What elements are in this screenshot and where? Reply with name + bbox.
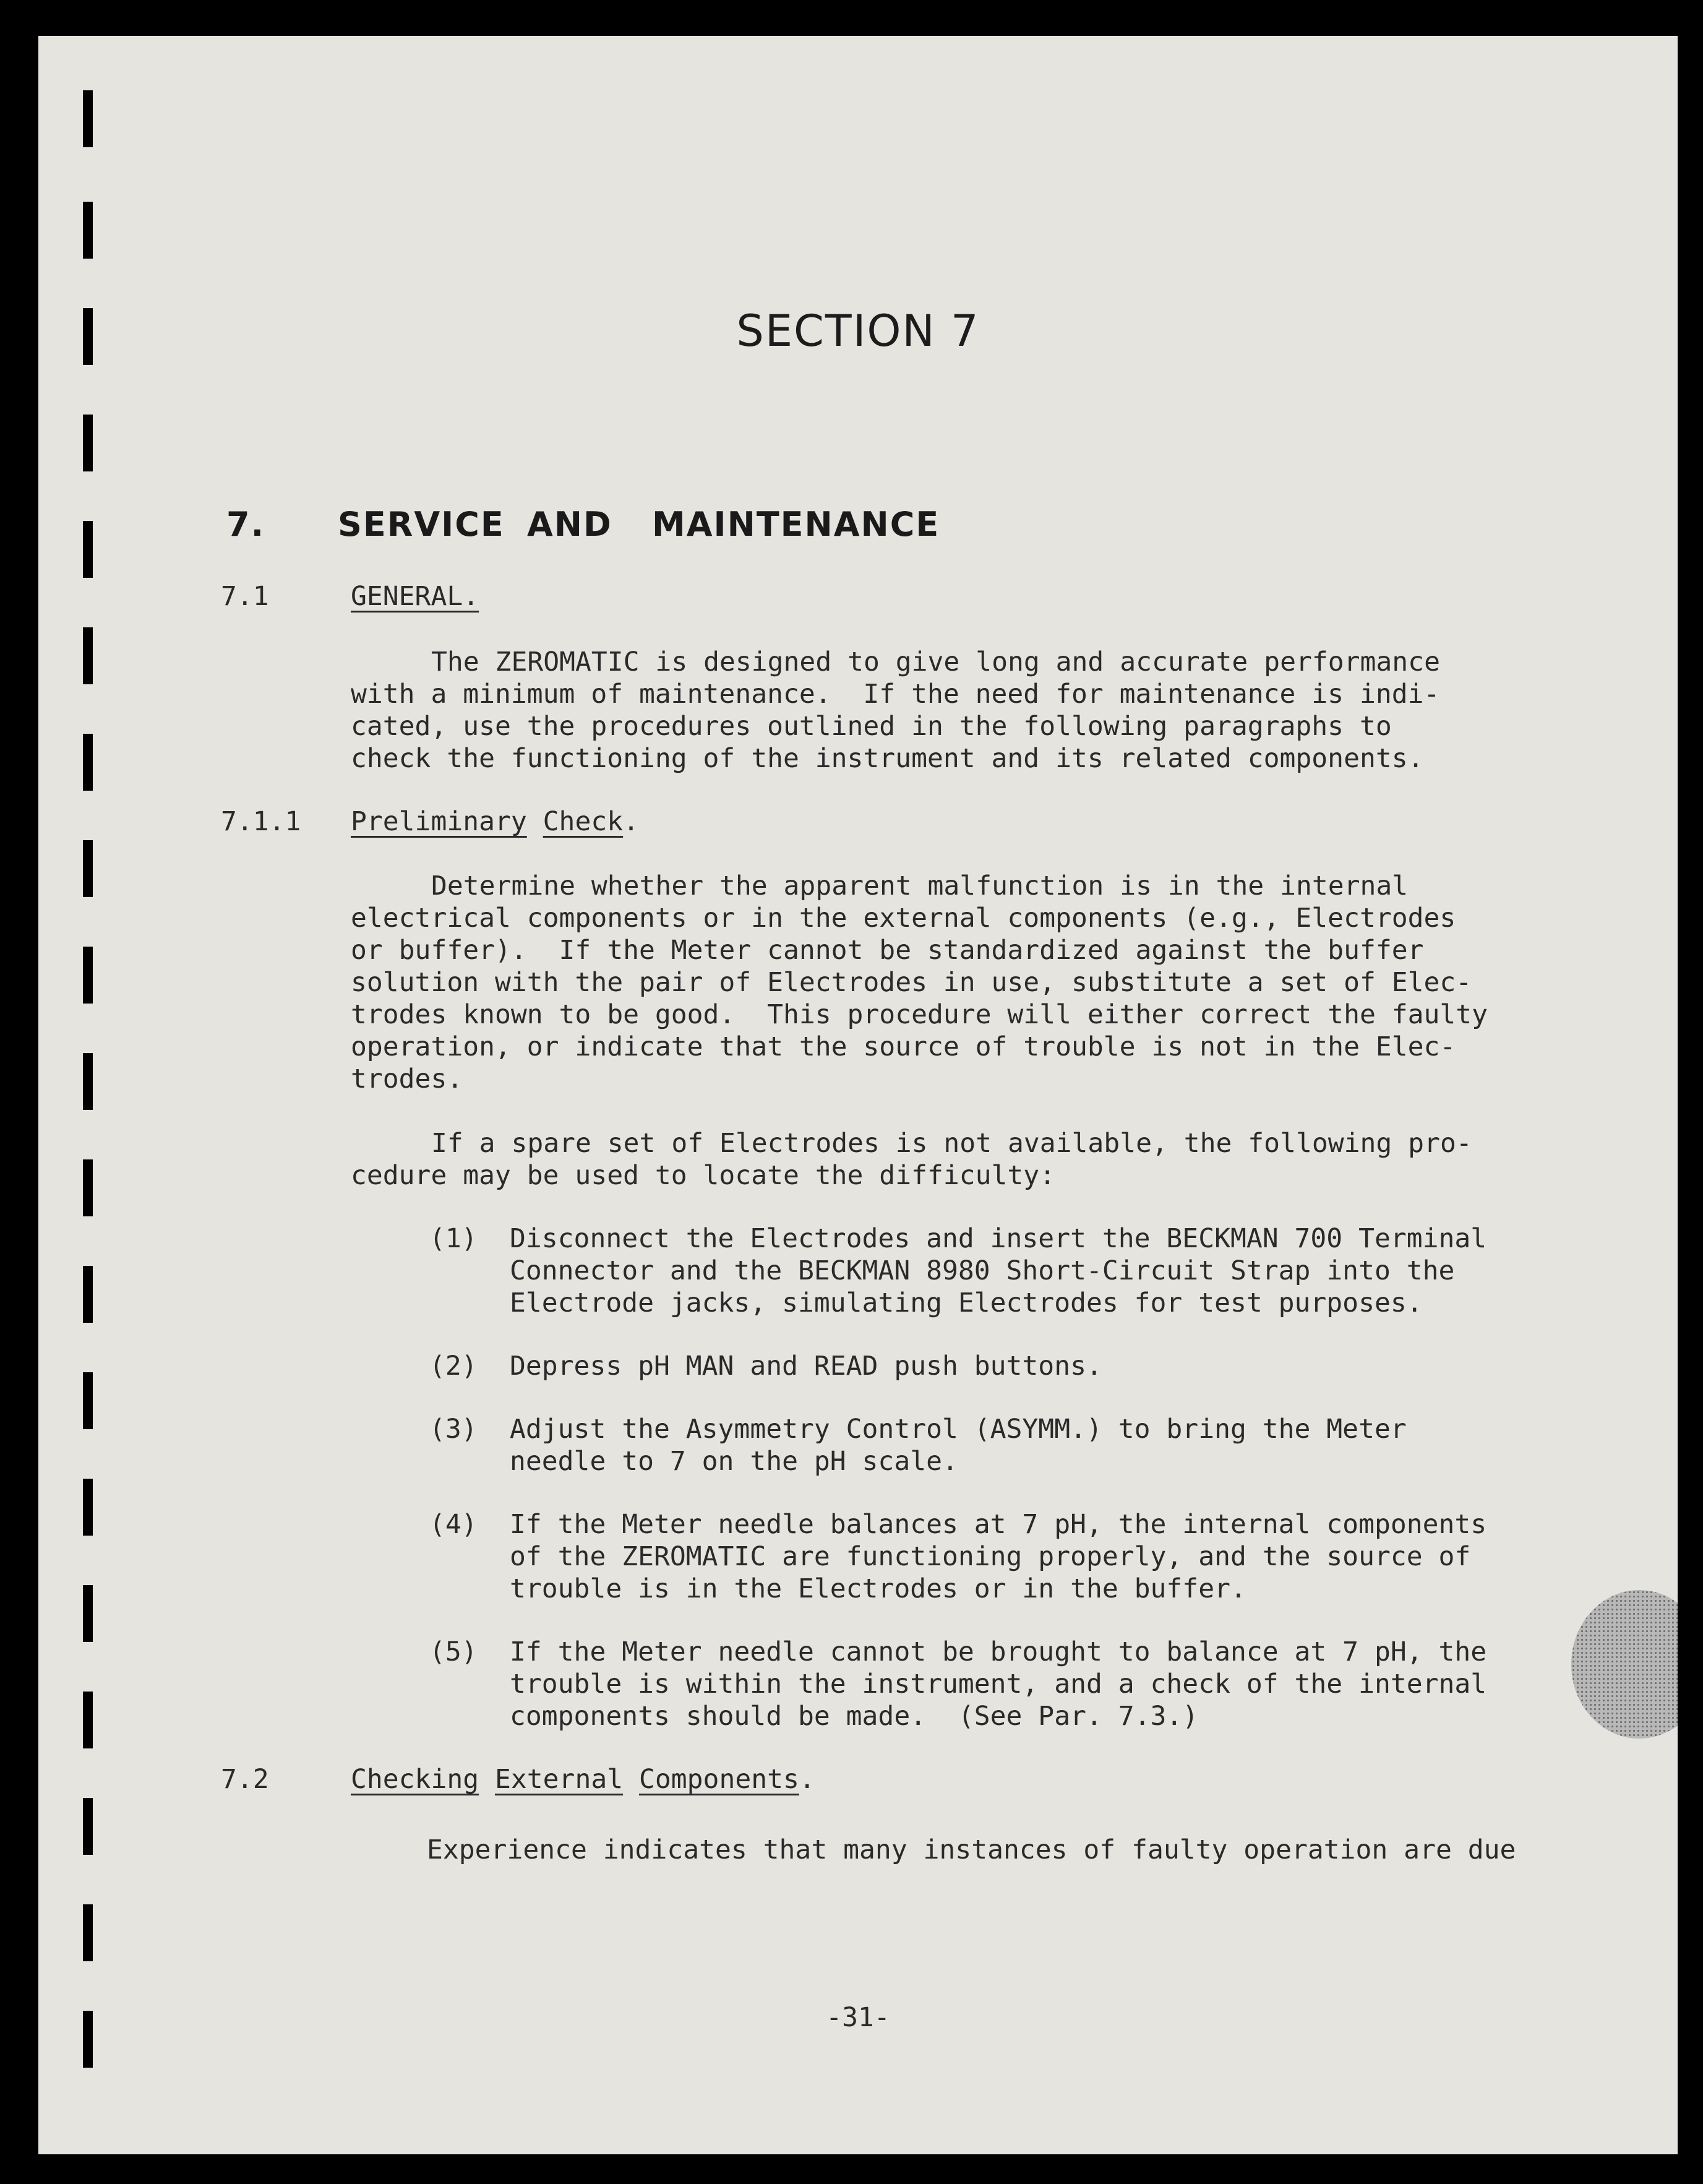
step-line: of the ZEROMATIC are functioning properly, and the source of — [510, 1541, 1471, 1572]
step-line: Connector and the BECKMAN 8980 Short-Circuit Strap into the — [510, 1255, 1455, 1286]
step-line: trouble is in the Electrodes or in the buffer. — [510, 1573, 1246, 1604]
heading-word: Check — [543, 806, 624, 837]
paragraph-line: electrical components or in the external components (e.g., Electrodes — [351, 903, 1456, 934]
paragraph-line: If a spare set of Electrodes is not available, the following pro- — [431, 1128, 1472, 1159]
section-number: 7.1 — [221, 581, 269, 612]
section-heading-general: GENERAL. — [351, 581, 479, 612]
step-number: (3) — [429, 1414, 478, 1445]
binding-hole — [83, 1159, 93, 1216]
heading-word: Checking — [351, 1764, 479, 1795]
step-number: (1) — [429, 1223, 478, 1254]
binding-hole — [83, 627, 93, 684]
step-line: needle to 7 on the pH scale. — [510, 1446, 958, 1477]
binding-hole — [83, 90, 93, 147]
heading-period: . — [623, 806, 640, 837]
section-heading-checking-external-components — [351, 1763, 815, 1795]
binding-hole — [83, 1266, 93, 1323]
paragraph-line: Determine whether the apparent malfunction is in the internal — [431, 871, 1409, 901]
heading-word: External — [495, 1764, 624, 1795]
binding-hole — [83, 1585, 93, 1642]
section-number: 7.2 — [221, 1764, 269, 1795]
step-line: Adjust the Asymmetry Control (ASYMM.) to bring the Meter — [510, 1414, 1407, 1445]
paragraph-line: cedure may be used to locate the difficulty: — [351, 1160, 1056, 1191]
binding-hole — [83, 1692, 93, 1748]
manual-page — [38, 36, 1678, 2154]
heading-period: . — [799, 1764, 815, 1795]
paragraph-line: trodes known to be good. This procedure will either correct the faulty — [351, 999, 1488, 1030]
step-line: Disconnect the Electrodes and insert the BECKMAN 700 Terminal — [510, 1223, 1487, 1254]
halftone-registration-mark — [1571, 1590, 1678, 1739]
heading-word: Preliminary — [351, 806, 527, 837]
chapter-title-word: MAINTENANCE — [652, 505, 940, 544]
step-line: If the Meter needle cannot be brought to balance at 7 pH, the — [510, 1636, 1487, 1667]
section-heading: SECTION 7 — [736, 306, 980, 356]
paragraph-line: Experience indicates that many instances of faulty operation are due — [427, 1834, 1516, 1865]
binding-hole — [83, 1798, 93, 1855]
step-number: (4) — [429, 1509, 478, 1540]
step-number: (5) — [429, 1636, 478, 1667]
binding-hole — [83, 521, 93, 578]
binding-hole — [83, 1053, 93, 1110]
paragraph-line: trodes. — [351, 1064, 463, 1094]
step-line: components should be made. (See Par. 7.3.) — [510, 1701, 1199, 1732]
page-number: -31- — [826, 2002, 890, 2033]
step-line: Depress pH MAN and READ push buttons. — [510, 1351, 1102, 1382]
step-line: Electrode jacks, simulating Electrodes for test purposes. — [510, 1288, 1423, 1318]
step-line: trouble is within the instrument, and a check of the internal — [510, 1669, 1487, 1700]
heading-word: Components — [639, 1764, 799, 1795]
binding-hole — [83, 840, 93, 897]
chapter-number: 7. — [226, 505, 265, 544]
binding-hole — [83, 1372, 93, 1429]
binding-hole — [83, 1904, 93, 1961]
binding-hole — [83, 947, 93, 1004]
binding-hole — [83, 1479, 93, 1536]
paragraph-line: The ZEROMATIC is designed to give long and accurate performance — [431, 647, 1440, 677]
chapter-title-word: AND — [527, 505, 612, 544]
section-number: 7.1.1 — [221, 806, 301, 837]
binding-hole — [83, 202, 93, 259]
paragraph-line: cated, use the procedures outlined in the following paragraphs to — [351, 711, 1392, 742]
paragraph-line: check the functioning of the instrument and its related components. — [351, 743, 1424, 774]
step-number: (2) — [429, 1351, 478, 1382]
paragraph-line: solution with the pair of Electrodes in use, substitute a set of Elec- — [351, 967, 1472, 998]
chapter-title-word: SERVICE — [338, 505, 505, 544]
step-line: If the Meter needle balances at 7 pH, the internal components — [510, 1509, 1487, 1540]
section-heading-preliminary-check — [351, 806, 639, 838]
paragraph-line: with a minimum of maintenance. If the need for maintenance is indi- — [351, 679, 1440, 710]
binding-hole — [83, 734, 93, 791]
binding-hole — [83, 415, 93, 471]
paragraph-line: or buffer). If the Meter cannot be standardized against the buffer — [351, 935, 1424, 966]
paragraph-line: operation, or indicate that the source of trouble is not in the Elec- — [351, 1031, 1456, 1062]
